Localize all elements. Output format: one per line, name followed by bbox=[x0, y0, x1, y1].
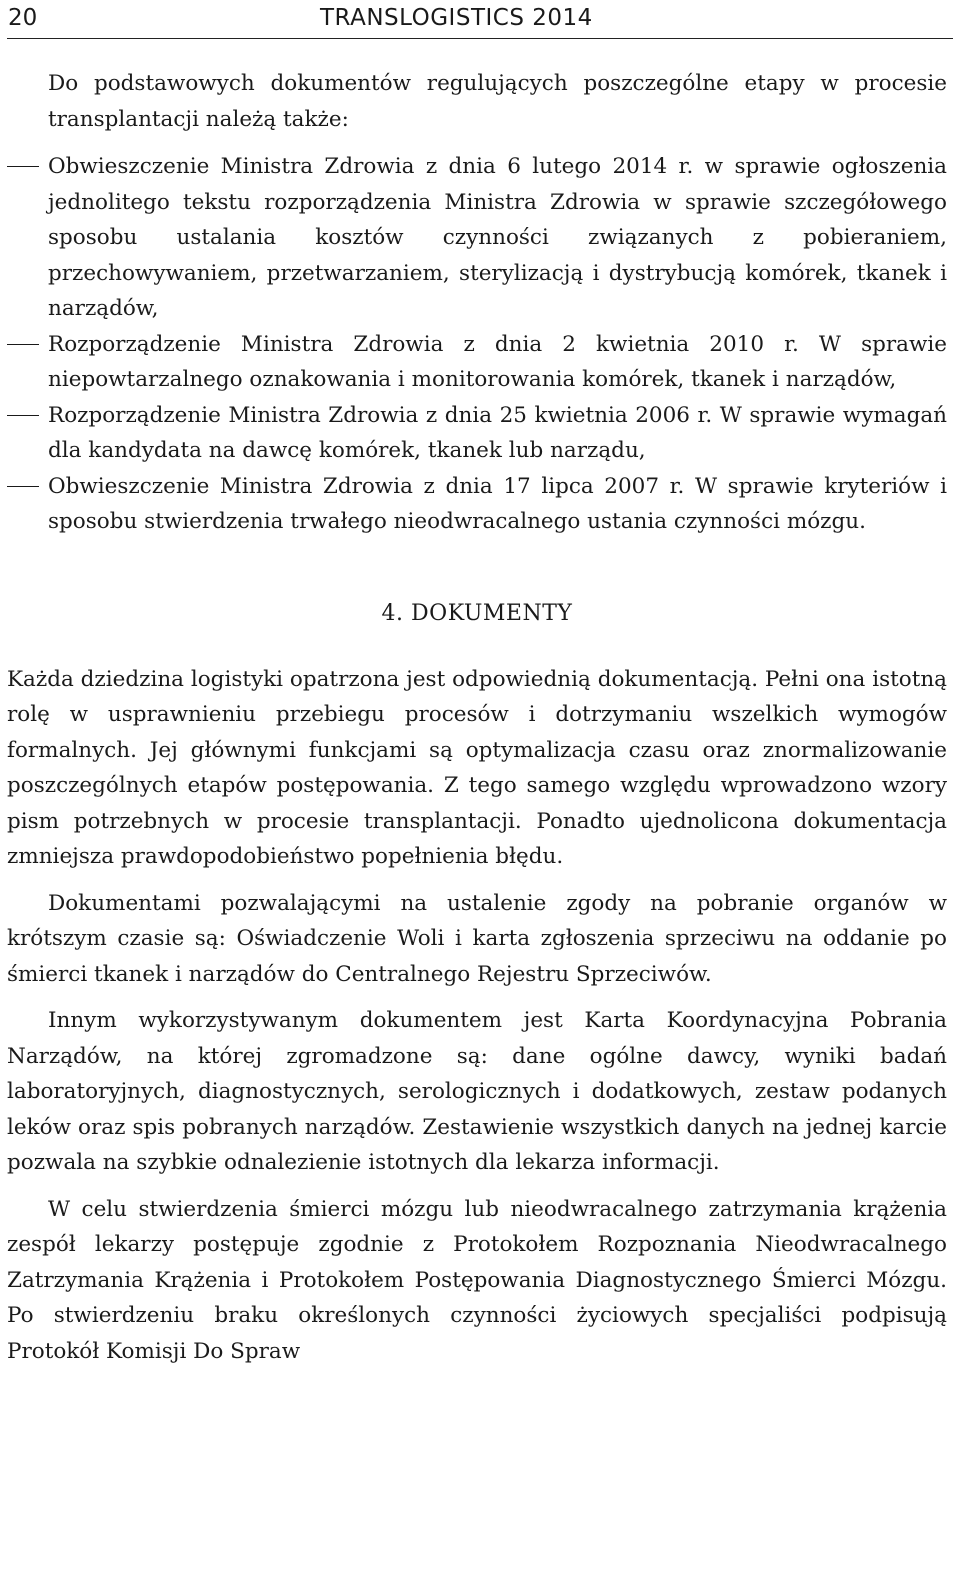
dash-bullet bbox=[7, 486, 39, 487]
dash-bullet bbox=[7, 166, 39, 167]
document-list bbox=[7, 149, 947, 540]
page-content bbox=[7, 66, 947, 1369]
body-paragraph: W celu stwierdzenia śmierci mózgu lub nieodwracalnego zatrzymania krążenia zespół lekarzy postępuje zgodnie z Protokołem Rozpoznania Nieodwracalnego Zatrzymania Krążenia i Protokołem Postępowania Diagnostycznego Śmierci Mózgu. Po stwierdzeniu braku określonych czynności życiowych specjaliści podpisują Protokół Komisji Do Spraw bbox=[7, 1196, 947, 1364]
dash-bullet bbox=[7, 415, 39, 416]
section-heading: 4. DOKUMENTY bbox=[381, 600, 573, 626]
list-item-text: Obwieszczenie Ministra Zdrowia z dnia 17 lipca 2007 r. W sprawie kryteriów i sposobu stwierdzenia trwałego nieodwracalnego ustania czynności mózgu. bbox=[48, 473, 947, 534]
body-paragraph: Dokumentami pozwalającymi na ustalenie zgody na pobranie organów w krótszym czasie są: Oświadczenie Woli i karta zgłoszenia sprzeciwu na oddanie po śmierci tkanek i narządów do Centralnego Rejestru Sprzeciwów. bbox=[7, 890, 947, 987]
section-body bbox=[7, 662, 947, 1370]
list-item bbox=[7, 398, 947, 469]
list-item bbox=[7, 327, 947, 398]
body-paragraph: Innym wykorzystywanym dokumentem jest Karta Koordynacyjna Pobrania Narządów, na której zgromadzone są: dane ogólne dawcy, wyniki badań laboratoryjnych, diagnostycznych, serologicznych i dodatkowych, zestaw podanych leków oraz spis pobranych narządów. Zestawienie wszystkich danych na jednej karcie pozwala na szybkie odnalezienie istotnych dla lekarza informacji. bbox=[7, 1008, 947, 1175]
page-header bbox=[7, 0, 953, 39]
intro-paragraph: Do podstawowych dokumentów regulujących poszczególne etapy w procesie transplantacji należą także: bbox=[48, 71, 947, 132]
list-item-text: Rozporządzenie Ministra Zdrowia z dnia 25 kwietnia 2006 r. W sprawie wymagań dla kandydata na dawcę komórek, tkanek lub narządu, bbox=[48, 402, 947, 463]
list-item-text: Rozporządzenie Ministra Zdrowia z dnia 2 kwietnia 2010 r. W sprawie niepowtarzalnego oznakowania i monitorowania komórek, tkanek i narządów, bbox=[48, 331, 947, 392]
list-item-text: Obwieszczenie Ministra Zdrowia z dnia 6 lutego 2014 r. w sprawie ogłoszenia jednolitego tekstu rozporządzenia Ministra Zdrowia w sprawie szczegółowego sposobu ustalania kosztów czynności związanych z pobieraniem, przechowywaniem, przetwarzaniem, sterylizacją i dystrybucją komórek, tkanek i narządów, bbox=[48, 154, 947, 321]
list-item bbox=[7, 469, 947, 540]
body-paragraph: Każda dziedzina logistyki opatrzona jest odpowiednią dokumentacją. Pełni ona istotną rolę w usprawnieniu przebiegu procesów i dotrzymaniu wszelkich wymogów formalnych. Jej głównymi funkcjami są optymalizacja czasu oraz znormalizowanie poszczególnych etapów postępowania. Z tego samego względu wprowadzono wzory pism potrzebnych w procesie transplantacji. Ponadto ujednolicona dokumentacja zmniejsza prawdopodobieństwo popełnienia błędu. bbox=[7, 666, 947, 869]
page-number: 20 bbox=[8, 5, 38, 31]
list-item bbox=[7, 149, 947, 327]
dash-bullet bbox=[7, 344, 39, 345]
running-title: TRANSLOGISTICS 2014 bbox=[320, 5, 593, 31]
